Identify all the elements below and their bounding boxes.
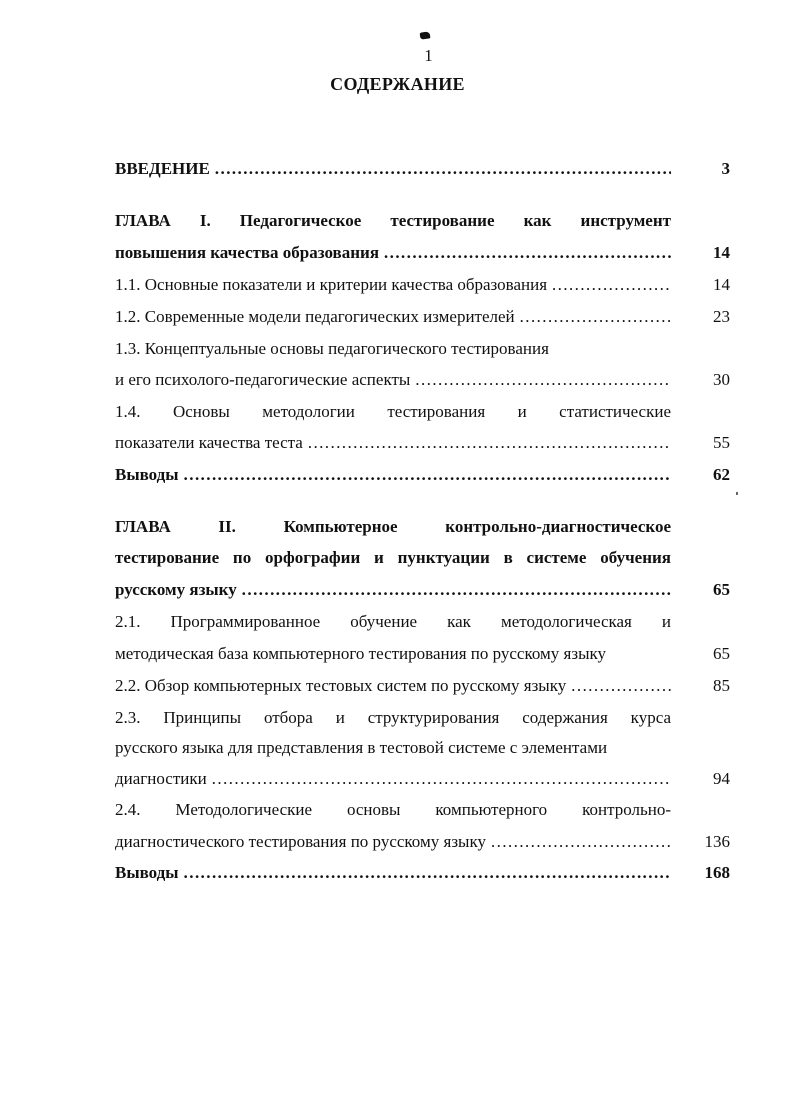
toc-entry-text: Выводы ………………………………………………………………………………………………………………………………………………………………………… xyxy=(115,861,671,885)
toc-chapter2-heading-line2 xyxy=(115,546,730,570)
toc-entry-2-1-line1 xyxy=(115,610,730,634)
toc-entry-text: 1.3. Концептуальные основы педагогического тестирования xyxy=(115,339,549,358)
toc-chapter1-heading-line1 xyxy=(115,209,730,233)
page-number: 1 xyxy=(424,46,433,65)
toc-entry-2-4 xyxy=(115,830,730,854)
toc-page-ref: 168 xyxy=(704,863,730,882)
toc-entry-text: диагностического тестирования по русскому языку ………………………………………………………………………………………………………………………………………………………………………… xyxy=(115,830,671,854)
toc-entry-text: 2.3. Принципы отбора и структурирования содержания курса xyxy=(115,708,671,727)
toc-entry-text: Выводы ………………………………………………………………………………………………………………………………………………………………………… xyxy=(115,463,671,487)
toc-entry-1-4-line1 xyxy=(115,400,730,424)
toc-entry-text: показатели качества теста ………………………………………………………………………………………………………………………………………………………………………… xyxy=(115,431,671,455)
toc-page-ref: 136 xyxy=(704,832,730,851)
page-title: СОДЕРЖАНИЕ xyxy=(330,74,465,94)
toc-page-ref: 23 xyxy=(713,307,730,326)
toc-entry-text: 2.1. Программированное обучение как методологическая и xyxy=(115,612,671,631)
toc-entry-text: методическая база компьютерного тестирования по русскому языку xyxy=(115,644,607,663)
toc-entry-2-2 xyxy=(115,674,730,698)
toc-entry-2-1 xyxy=(115,642,730,666)
toc-entry-1-4 xyxy=(115,431,730,455)
toc-entry-intro xyxy=(115,157,730,181)
toc-page-ref: 55 xyxy=(713,433,730,452)
toc-chapter1-heading xyxy=(115,241,730,265)
toc-entry-text: диагностики ………………………………………………………………………………………………………………………………………………………………………… xyxy=(115,767,671,791)
toc-entry-1-3-line1 xyxy=(115,337,730,361)
toc-entry-text: ВВЕДЕНИЕ ………………………………………………………………………………………………………………………………………………………………………… xyxy=(115,157,671,181)
toc-page-ref: 94 xyxy=(713,769,730,788)
toc-entry-ch1-conclusions xyxy=(115,463,730,487)
toc-chapter2-heading xyxy=(115,578,730,602)
toc-entry-text: тестирование по орфографии и пунктуации в системе обучения xyxy=(115,548,671,567)
toc-entry-2-3-line2 xyxy=(115,736,730,760)
toc-entry-1-3 xyxy=(115,368,730,392)
toc-entry-text: 1.2. Современные модели педагогических измерителей ………………………………………………………………………………………………………………………………………………………………………… xyxy=(115,305,671,329)
toc-chapter2-heading-line1 xyxy=(115,515,730,539)
toc-entry-2-4-line1 xyxy=(115,798,730,822)
toc-entry-text: повышения качества образования ………………………………………………………………………………………………………………………………………………………………………… xyxy=(115,241,671,265)
toc-page-ref: 14 xyxy=(713,275,730,294)
toc-entry-text: 2.2. Обзор компьютерных тестовых систем по русскому языку ………………………………………………………………………………………………………………………………………………………………………… xyxy=(115,674,671,698)
toc-entry-text: русскому языку ………………………………………………………………………………………………………………………………………………………………………… xyxy=(115,578,671,602)
toc-entry-text: и его психолого-педагогические аспекты ………………………………………………………………………………………………………………………………………………………………………… xyxy=(115,368,671,392)
scan-speck xyxy=(420,31,431,39)
toc-page-ref: 14 xyxy=(713,243,730,262)
toc-entry-text: 1.1. Основные показатели и критерии качества образования ………………………………………………………………………………………………………………………………………………………………………… xyxy=(115,273,671,297)
toc-entry-text: ГЛАВА II. Компьютерное контрольно-диагностическое xyxy=(115,517,671,536)
toc-entry-1-2 xyxy=(115,305,730,329)
toc-page-ref: 62 xyxy=(713,465,730,484)
toc-page-ref: 65 xyxy=(713,644,730,663)
toc-page-ref: 30 xyxy=(713,370,730,389)
toc-page-ref: 85 xyxy=(713,676,730,695)
toc-entry-text: 2.4. Методологические основы компьютерного контрольно- xyxy=(115,800,671,819)
toc-entry-text: русского языка для представления в тестовой системе с элементами xyxy=(115,738,608,757)
toc-entry-1-1 xyxy=(115,273,730,297)
toc-entry-ch2-conclusions xyxy=(115,861,730,885)
toc-page-ref: 3 xyxy=(721,159,730,178)
toc-entry-text: 1.4. Основы методологии тестирования и статистические xyxy=(115,402,671,421)
scan-dot xyxy=(736,492,738,495)
toc-entry-2-3-line1 xyxy=(115,706,730,730)
toc-entry-text: ГЛАВА I. Педагогическое тестирование как инструмент xyxy=(115,211,671,230)
toc-page-ref: 65 xyxy=(713,580,730,599)
toc-entry-2-3 xyxy=(115,767,730,791)
